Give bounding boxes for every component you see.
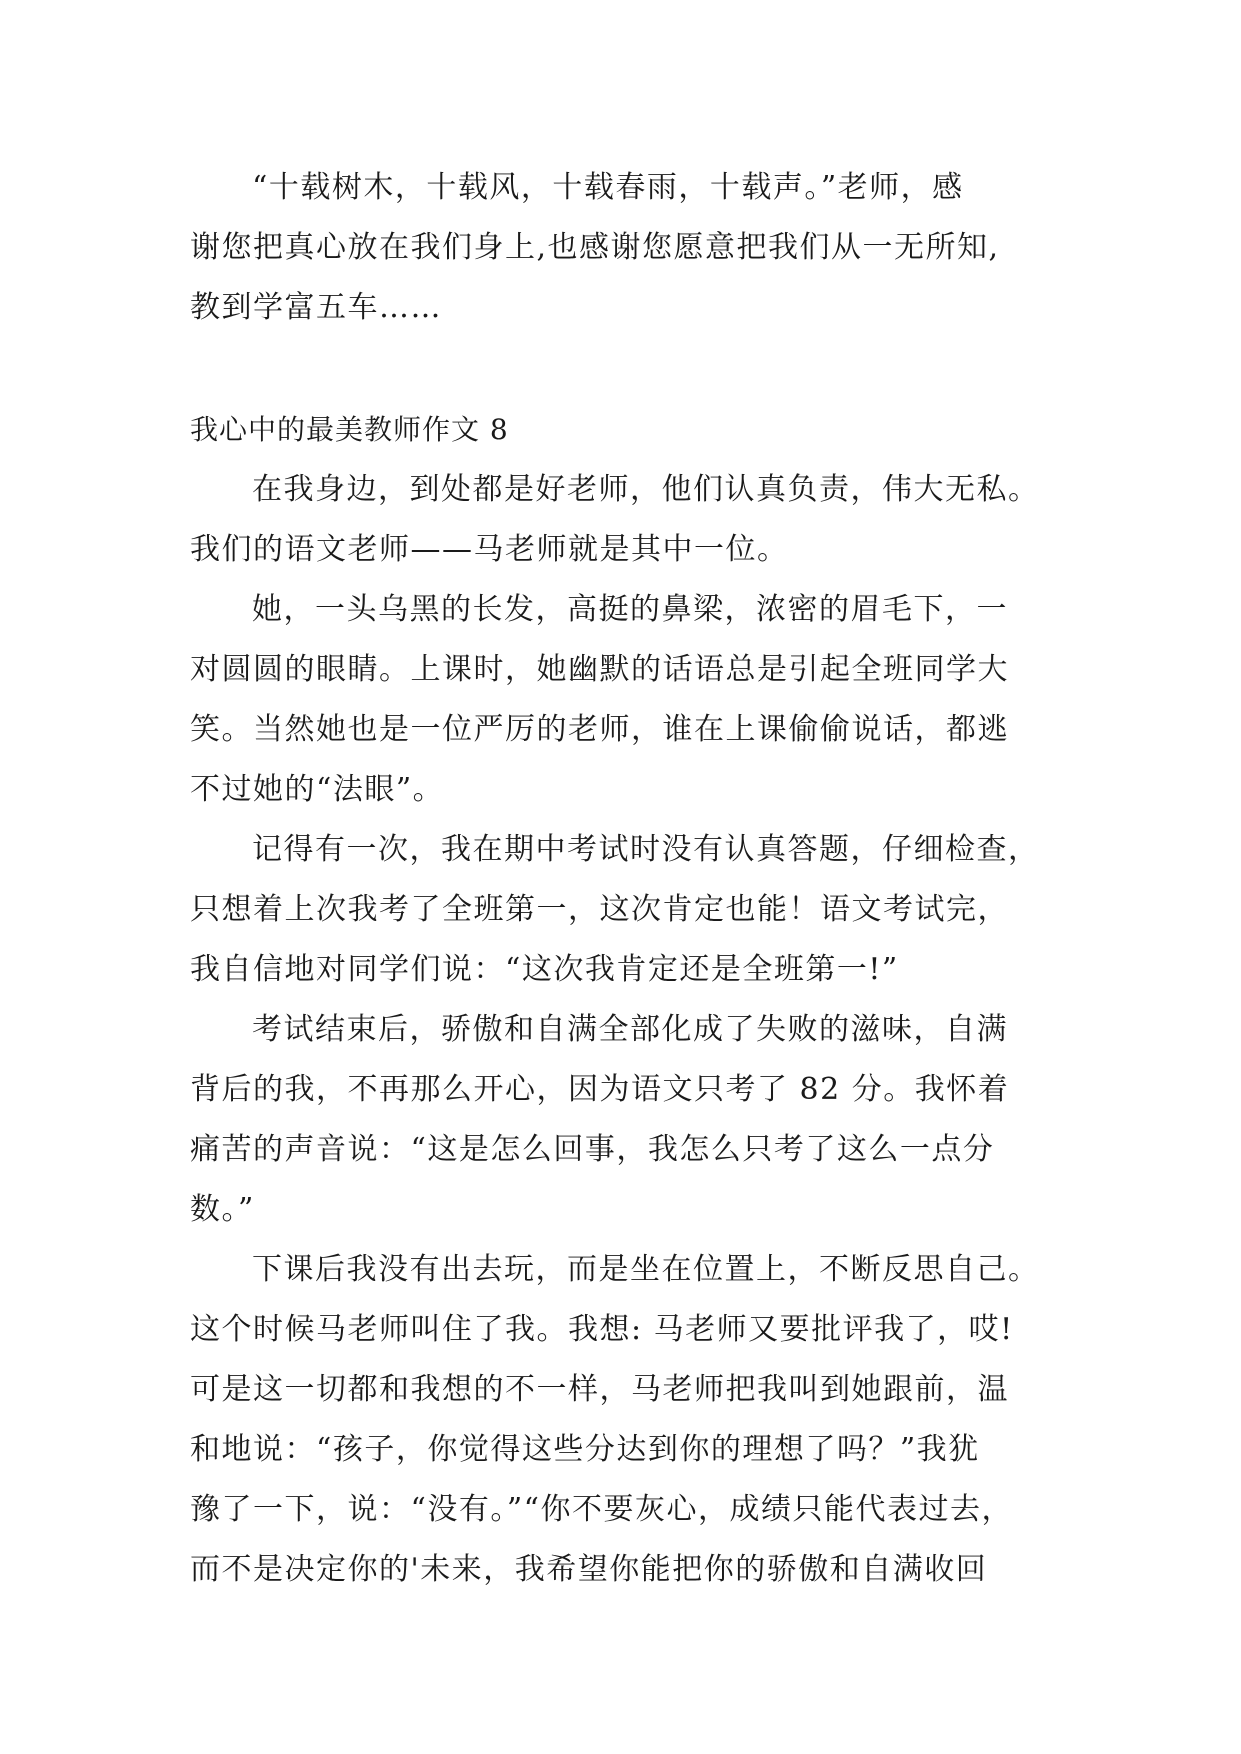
paragraph-line: 在我身边，到处都是好老师，他们认真负责，伟大无私。	[252, 472, 1040, 507]
paragraph-line: 我自信地对同学们说：“这次我肯定还是全班第一!”	[190, 952, 899, 987]
paragraph-line: “十载树木，十载风，十载春雨，十载声。”老师，感	[252, 170, 964, 205]
paragraph-line: 下课后我没有出去玩，而是坐在位置上，不断反思自己。	[252, 1252, 1040, 1287]
section-heading: 我心中的最美教师作文 8	[190, 413, 509, 446]
paragraph-line: 而不是决定你的'未来，我希望你能把你的骄傲和自满收回	[190, 1552, 988, 1587]
paragraph-line: 考试结束后，骄傲和自满全部化成了失败的滋味，自满	[252, 1012, 1008, 1047]
paragraph-line: 记得有一次，我在期中考试时没有认真答题，仔细检查，	[252, 832, 1040, 867]
paragraph-line: 可是这一切都和我想的不一样，马老师把我叫到她跟前，温	[190, 1372, 1009, 1407]
paragraph-line: 豫了一下，说：“没有。”“你不要灰心，成绩只能代表过去，	[190, 1492, 1014, 1527]
paragraph-line: 笑。当然她也是一位严厉的老师，谁在上课偷偷说话，都逃	[190, 712, 1009, 747]
paragraph-line: 她，一头乌黑的长发，高挺的鼻梁，浓密的眉毛下，一	[252, 592, 1008, 627]
paragraph-line: 谢您把真心放在我们身上,也感谢您愿意把我们从一无所知,	[190, 230, 1000, 265]
paragraph-line: 对圆圆的眼睛。上课时，她幽默的话语总是引起全班同学大	[190, 652, 1009, 687]
paragraph-line: 我们的语文老师——马老师就是其中一位。	[190, 532, 789, 567]
paragraph-line: 背后的我，不再那么开心，因为语文只考了 82 分。我怀着	[190, 1072, 1010, 1107]
paragraph-line: 只想着上次我考了全班第一，这次肯定也能！语文考试完，	[190, 892, 1009, 927]
paragraph-line: 和地说：“孩子，你觉得这些分达到你的理想了吗？”我犹	[190, 1432, 980, 1467]
paragraph-line: 痛苦的声音说：“这是怎么回事，我怎么只考了这么一点分	[190, 1132, 995, 1167]
paragraph-line: 不过她的“法眼”。	[190, 772, 445, 807]
paragraph-line: 数。”	[190, 1192, 255, 1227]
paragraph-line: 这个时候马老师叫住了我。我想: 马老师又要批评我了，哎!	[190, 1312, 1014, 1347]
paragraph-line: 教到学富五车……	[190, 290, 442, 325]
